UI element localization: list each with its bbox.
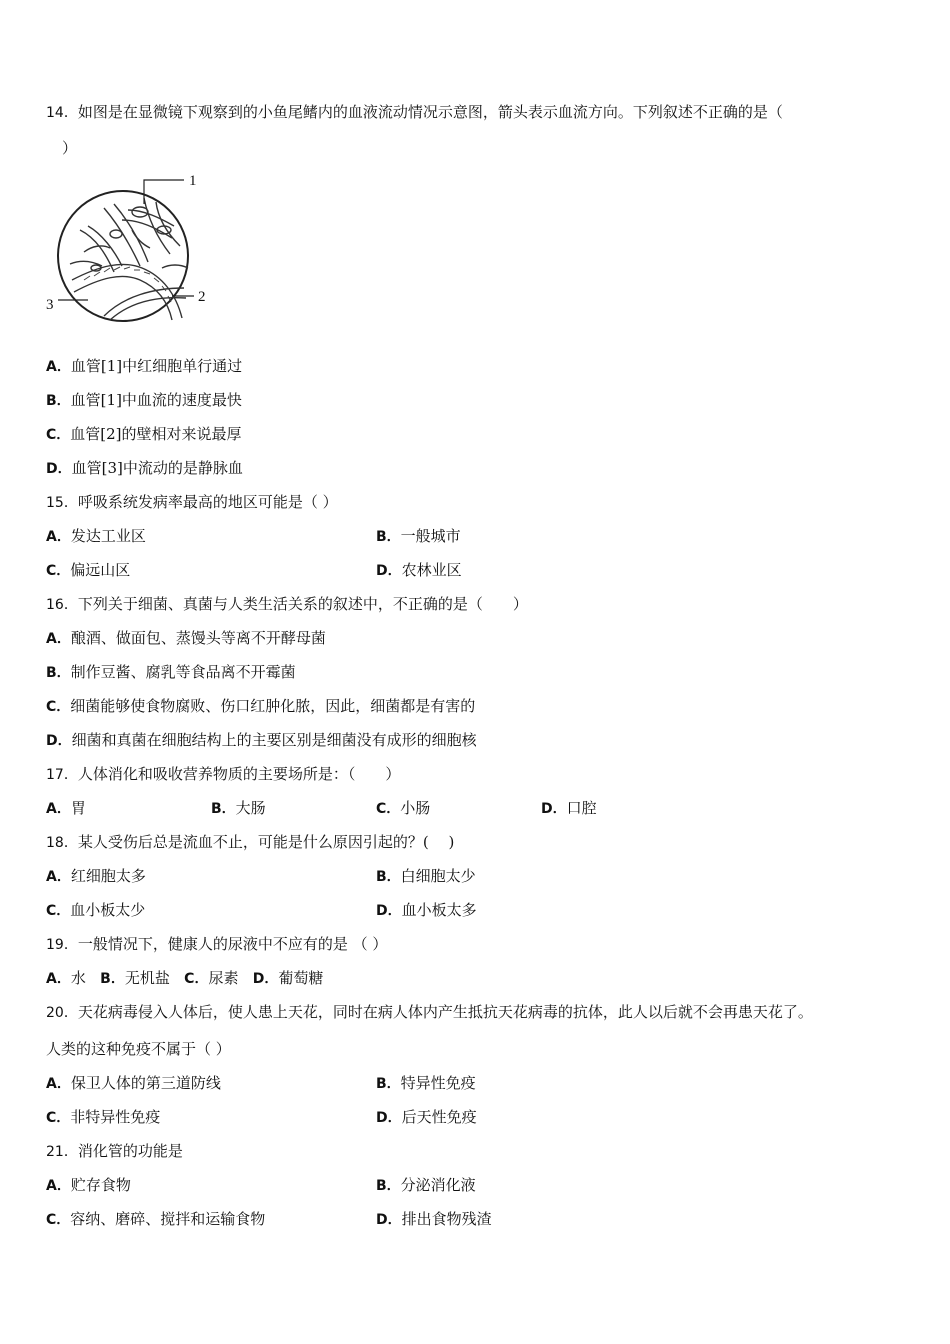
q18-option-d: D．血小板太多 — [376, 901, 477, 919]
q21-option-c: C．容纳、磨碎、搅拌和运输食物 — [46, 1210, 266, 1228]
q20-option-c: C．非特异性免疫 — [46, 1108, 161, 1126]
q15-option-d: D．农林业区 — [376, 561, 462, 579]
q18-option-c: C．血小板太少 — [46, 901, 146, 919]
q16-option-d: D．细菌和真菌在细胞结构上的主要区别是细菌没有成形的细胞核 — [46, 731, 477, 749]
q14-option-c: C．血管[2]的壁相对来说最厚 — [46, 425, 242, 443]
q17-option-a: A．胃 — [46, 799, 86, 817]
figure-label-1: 1 — [189, 173, 197, 189]
q15-option-a: A．发达工业区 — [46, 527, 146, 545]
q19-stem: 19．一般情况下，健康人的尿液中不应有的是 （ ） — [46, 935, 388, 953]
q18-option-b: B．白细胞太少 — [376, 867, 476, 885]
q18-stem: 18．某人受伤后总是流血不止，可能是什么原因引起的？( ) — [46, 833, 455, 851]
q21-stem: 21．消化管的功能是 — [46, 1142, 183, 1160]
q16-option-a: A．酿酒、做面包、蒸馒头等离不开酵母菌 — [46, 629, 326, 647]
q15-option-c: C．偏远山区 — [46, 561, 131, 579]
figure-label-2: 2 — [198, 289, 206, 305]
question-number: 14． — [46, 105, 78, 121]
q14-stem-close: ） — [62, 139, 78, 157]
q20-option-b: B．特异性免疫 — [376, 1074, 476, 1092]
q15-stem: 15．呼吸系统发病率最高的地区可能是（ ） — [46, 493, 338, 511]
vessel-hatching — [84, 267, 171, 302]
q14-option-d: D．血管[3]中流动的是静脉血 — [46, 459, 243, 477]
q18-option-a: A．红细胞太多 — [46, 867, 146, 885]
q20-option-a: A．保卫人体的第三道防线 — [46, 1074, 221, 1092]
q17-option-c: C．小肠 — [376, 799, 431, 817]
q16-option-c: C．细菌能够使食物腐败、伤口红肿化脓，因此，细菌都是有害的 — [46, 697, 476, 715]
q17-option-b: B．大肠 — [211, 799, 266, 817]
q17-stem: 17．人体消化和吸收营养物质的主要场所是：（ ） — [46, 765, 401, 783]
blood-flow-microscope-figure — [44, 168, 216, 336]
q21-option-a: A．贮存食物 — [46, 1176, 131, 1194]
q15-option-b: B．一般城市 — [376, 527, 461, 545]
q14-option-b: B．血管[1]中血流的速度最快 — [46, 391, 242, 409]
q21-option-d: D．排出食物残渣 — [376, 1210, 492, 1228]
q16-option-b: B．制作豆酱、腐乳等食品离不开霉菌 — [46, 663, 296, 681]
q20-stem: 20．天花病毒侵入人体后，使人患上天花，同时在病人体内产生抵抗天花病毒的抗体，此人以后就不会再患天花了。 — [46, 1003, 813, 1021]
q20-stem-line2: 人类的这种免疫不属于（ ） — [46, 1040, 231, 1058]
q20-option-d: D．后天性免疫 — [376, 1108, 477, 1126]
q19-options-row: A．水 B．无机盐 C．尿素 D．葡萄糖 — [46, 969, 324, 987]
q16-stem: 16．下列关于细菌、真菌与人类生活关系的叙述中，不正确的是（ ） — [46, 595, 528, 613]
q14-option-a: A．血管[1]中红细胞单行通过 — [46, 357, 243, 375]
q14-stem: 14．如图是在显微镜下观察到的小鱼尾鳍内的血液流动情况示意图，箭头表示血流方向。下列叙述不正确的是（ — [46, 103, 783, 121]
q17-option-d: D．口腔 — [541, 799, 597, 817]
figure-label-3: 3 — [46, 297, 54, 313]
q21-option-b: B．分泌消化液 — [376, 1176, 476, 1194]
